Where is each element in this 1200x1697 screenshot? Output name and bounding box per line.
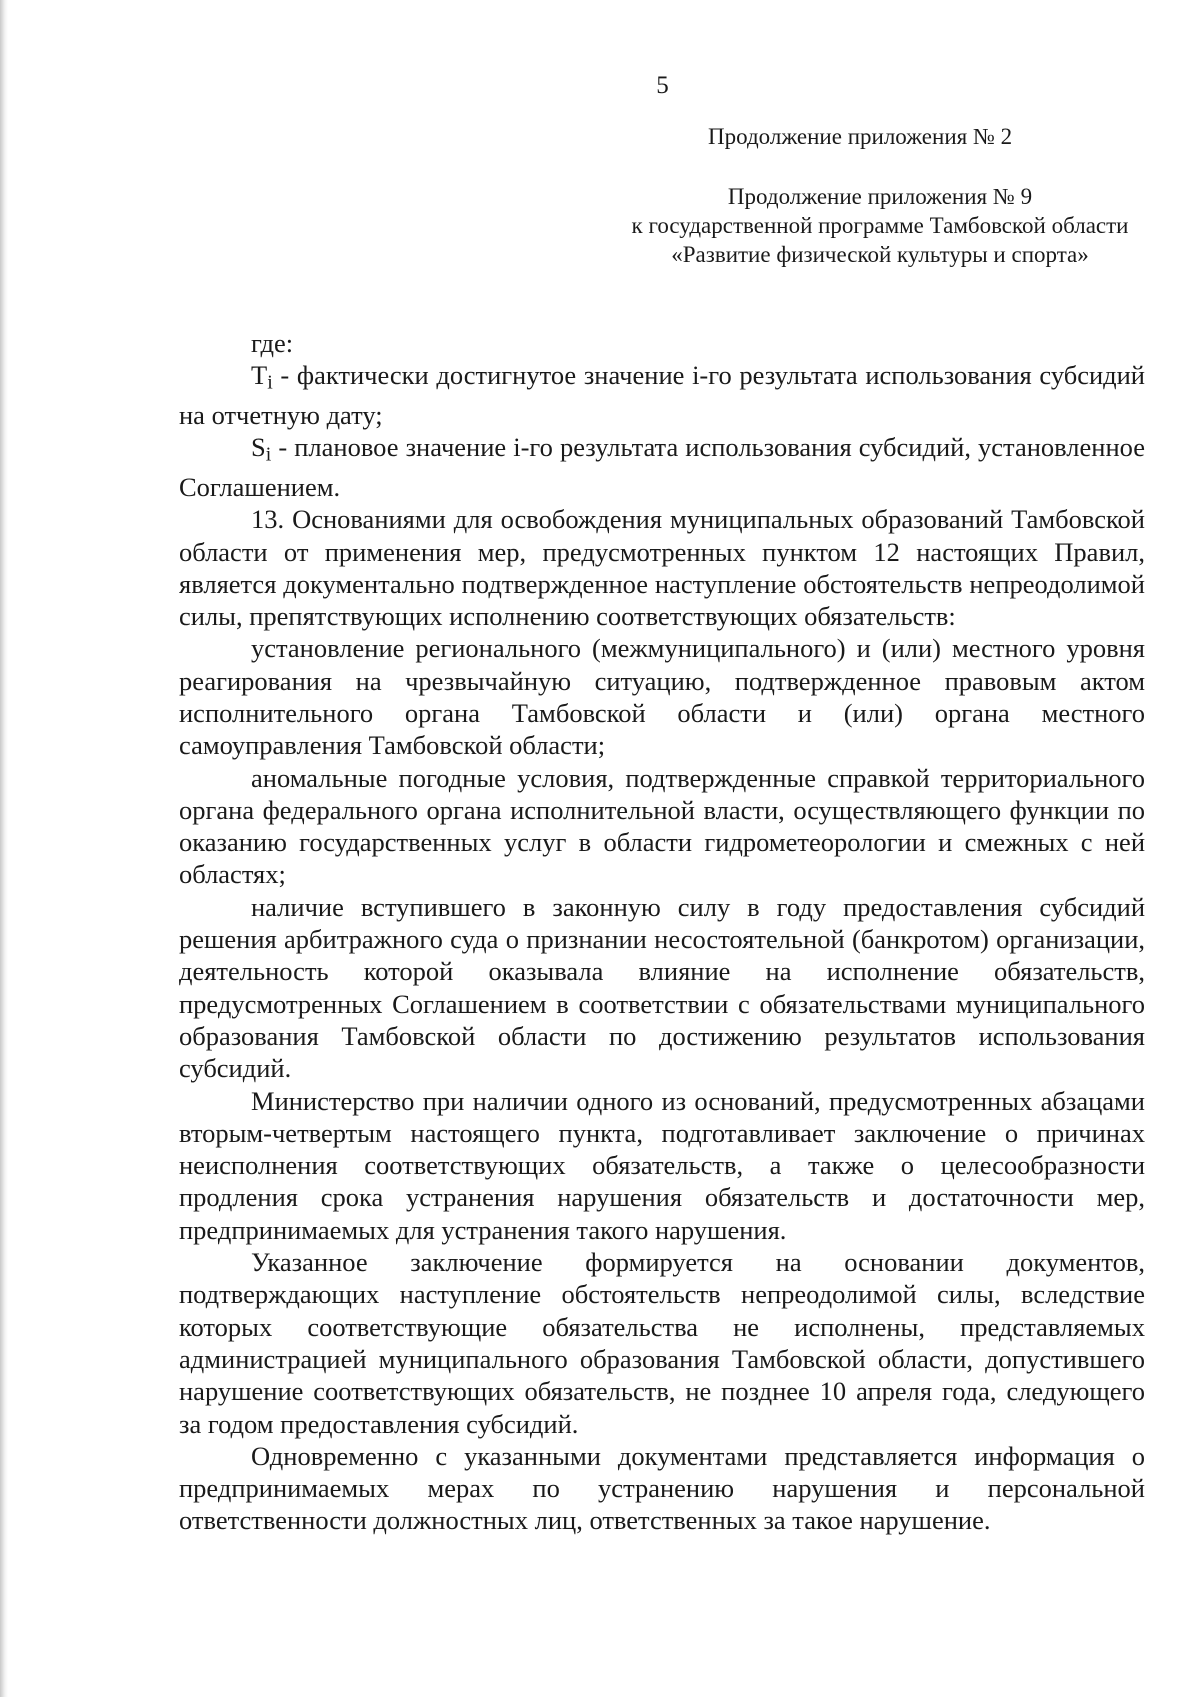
variable-s-definition: [179, 431, 1145, 503]
program-note-line-1: Продолжение приложения № 9: [727, 184, 1033, 209]
paragraph-emergency-response: установление регионального (межмуниципального) и (или) местного уровня реагирования на чрезвычайную ситуацию, подтвержденное правовым актом исполнительного органа Тамбовской области и (или) органа местного самоуправления Тамбовской области;: [179, 633, 1145, 761]
program-note-line-2: к государственной программе Тамбовской области: [631, 213, 1129, 238]
paragraph-ministry-conclusion: Министерство при наличии одного из оснований, предусмотренных абзацами вторым-четвертым настоящего пункта, подготавливает заключение о причинах неисполнения соответствующих обязательств, а также о целесообразности продления срока устранения нарушения обязательств и достаточности мер, предпринимаемых для устранения такого нарушения.: [179, 1085, 1145, 1245]
where-label: где:: [251, 328, 294, 358]
variable-t-definition: [179, 359, 1145, 431]
program-note: [600, 182, 1160, 269]
variable-s-symbol: S: [251, 432, 266, 463]
scan-edge-shadow: [0, 0, 8, 1697]
variable-t-text: - фактически достигнутое значение i-го результата использования субсидий на отчетную дату;: [179, 360, 1145, 430]
variable-s-text: - плановое значение i-го результата использования субсидий, установленное Соглашением.: [179, 432, 1145, 502]
paragraph-weather-conditions: аномальные погодные условия, подтвержденные справкой территориального органа федерального органа исполнительной власти, осуществляющего функции по оказанию государственных услуг в области гидрометеорологии и смежных с ней областях;: [179, 762, 1145, 890]
page-number: 5: [656, 72, 669, 99]
appendix-continuation: Продолжение приложения № 2: [708, 124, 1013, 149]
variable-s-subscript: i: [265, 443, 272, 466]
program-note-line-3: «Развитие физической культуры и спорта»: [671, 242, 1089, 267]
document-body: [179, 327, 1145, 1537]
variable-t-subscript: i: [267, 371, 273, 394]
paragraph-simultaneous-info: Одновременно с указанными документами представляется информация о предпринимаемых мерах по устранению нарушения и персональной ответственности должностных лиц, ответственных за такое нарушение.: [179, 1440, 1145, 1536]
paragraph-13-grounds: 13. Основаниями для освобождения муниципальных образований Тамбовской области от применения мер, предусмотренных пунктом 12 настоящих Правил, является документально подтвержденное наступление обстоятельств непреодолимой силы, препятствующих исполнению соответствующих обязательств:: [179, 504, 1145, 632]
paragraph-conclusion-basis: Указанное заключение формируется на основании документов, подтверждающих наступление обстоятельств непреодолимой силы, вследствие которых соответствующие обязательства не исполнены, представляемых администрацией муниципального образования Тамбовской области, допустившего нарушение соответствующих обязательств, не позднее 10 апреля года, следующего за годом предоставления субсидий.: [179, 1247, 1145, 1439]
variable-t-symbol: T: [251, 360, 268, 391]
paragraph-bankruptcy: наличие вступившего в законную силу в году предоставления субсидий решения арбитражного суда о признании несостоятельной (банкротом) организации, деятельность которой оказывала влияние на исполнение обязательств, предусмотренных Соглашением в соответствии с обязательствами муниципального образования Тамбовской области по достижению результатов использования субсидий.: [179, 891, 1145, 1084]
